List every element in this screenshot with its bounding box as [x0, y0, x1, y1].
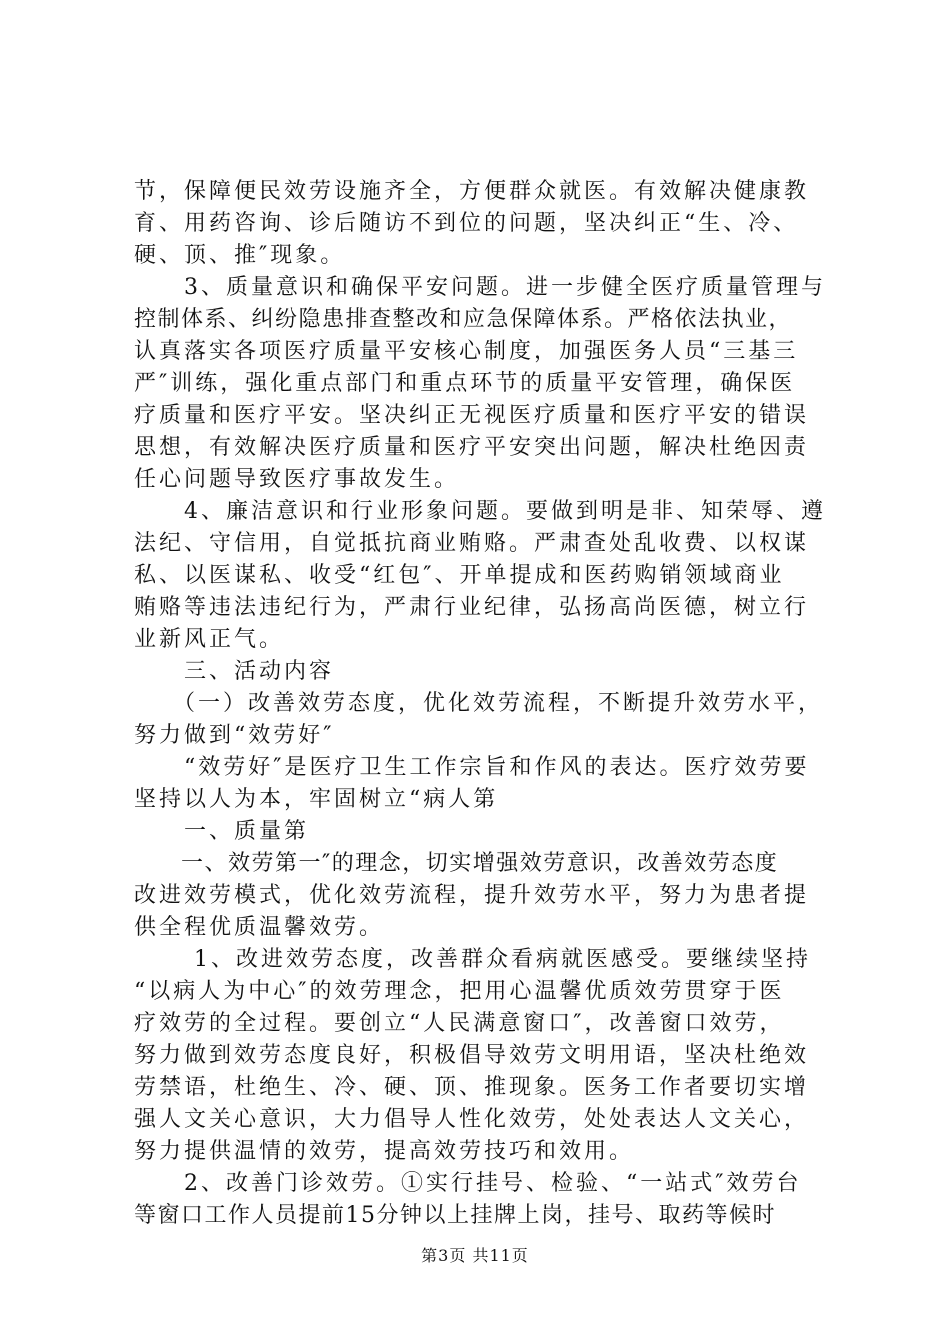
text-line: 疗质量和医疗平安。坚决纠正无视医疗质量和医疗平安的错误: [134, 403, 810, 428]
text-line: 思想，有效解决医疗质量和医疗平安突出问题，解决杜绝因责: [134, 435, 810, 460]
text-line: 强人文关心意识，大力倡导人性化效劳，处处表达人文关心，: [134, 1107, 810, 1132]
text-line: 育、用药咨询、诊后随访不到位的问题，坚决纠正“生、冷、: [134, 211, 799, 236]
text-line: 硬、顶、推″现象。: [134, 243, 346, 268]
text-line: 劳禁语，杜绝生、冷、硬、顶、推现象。医务工作者要切实增: [134, 1075, 810, 1100]
text-line: 4、廉洁意识和行业形象问题。要做到明是非、知荣辱、遵: [134, 499, 826, 524]
section-heading: 三、活动内容: [134, 659, 335, 684]
document-body: [134, 176, 834, 1232]
text-line: 供全程优质温馨效劳。: [134, 915, 385, 940]
text-line: 法纪、守信用，自觉抵抗商业贿赂。严肃查处乱收费、以权谋: [134, 531, 810, 556]
text-line: 私、以医谋私、收受“红包″、开单提成和医药购销领域商业: [134, 563, 785, 588]
text-line: 疗效劳的全过程。要创立“人民满意窗口″，改善窗口效劳，: [134, 1011, 785, 1036]
text-line: 认真落实各项医疗质量平安核心制度，加强医务人员“三基三: [134, 339, 799, 364]
text-line: 任心问题导致医疗事故发生。: [134, 467, 460, 492]
text-line: 控制体系、纠纷隐患排查整改和应急保障体系。严格依法执业，: [134, 307, 793, 332]
text-line: 坚持以人为本，牢固树立“病人第: [134, 787, 499, 812]
text-line: “以病人为中心″的效劳理念，把用心温馨优质效劳贯穿于医: [134, 979, 785, 1004]
text-line: “效劳好″是医疗卫生工作宗旨和作风的表达。医疗效劳要: [134, 755, 810, 780]
text-line: 节，保障便民效劳设施齐全，方便群众就医。有效解决健康教: [134, 179, 810, 204]
text-line: 等窗口工作人员提前15分钟以上挂牌上岗，挂号、取药等候时: [134, 1203, 776, 1228]
page-number-footer: 第3页 共11页: [421, 1246, 529, 1265]
text-line: 贿赂等违法违纪行为，严肃行业纪律，弘扬高尚医德，树立行: [134, 595, 810, 620]
text-line: 改进效劳模式，优化效劳流程，提升效劳水平，努力为患者提: [134, 883, 810, 908]
text-line: 严″训练，强化重点部门和重点环节的质量平安管理，确保医: [134, 371, 796, 396]
text-line: 1、改进效劳态度，改善群众看病就医感受。要继续坚持: [134, 947, 811, 972]
text-line: 努力做到效劳态度良好，积极倡导效劳文明用语，坚决杜绝效: [134, 1043, 810, 1068]
text-line: 2、改善门诊效劳。①实行挂号、检验、“一站式″效劳台: [134, 1171, 802, 1196]
text-line: 努力提供温情的效劳，提高效劳技巧和效用。: [134, 1139, 635, 1164]
text-line: 3、质量意识和确保平安问题。进一步健全医疗质量管理与: [134, 275, 826, 300]
text-line: 一、效劳第一″的理念，切实增强效劳意识，改善效劳态度: [134, 851, 779, 876]
text-line: 努力做到“效劳好″: [134, 723, 335, 748]
text-line: 业新风正气。: [134, 627, 285, 652]
text-line: 一、质量第: [134, 819, 310, 844]
text-line: （一）改善效劳态度，优化效劳流程，不断提升效劳水平，: [134, 691, 824, 716]
